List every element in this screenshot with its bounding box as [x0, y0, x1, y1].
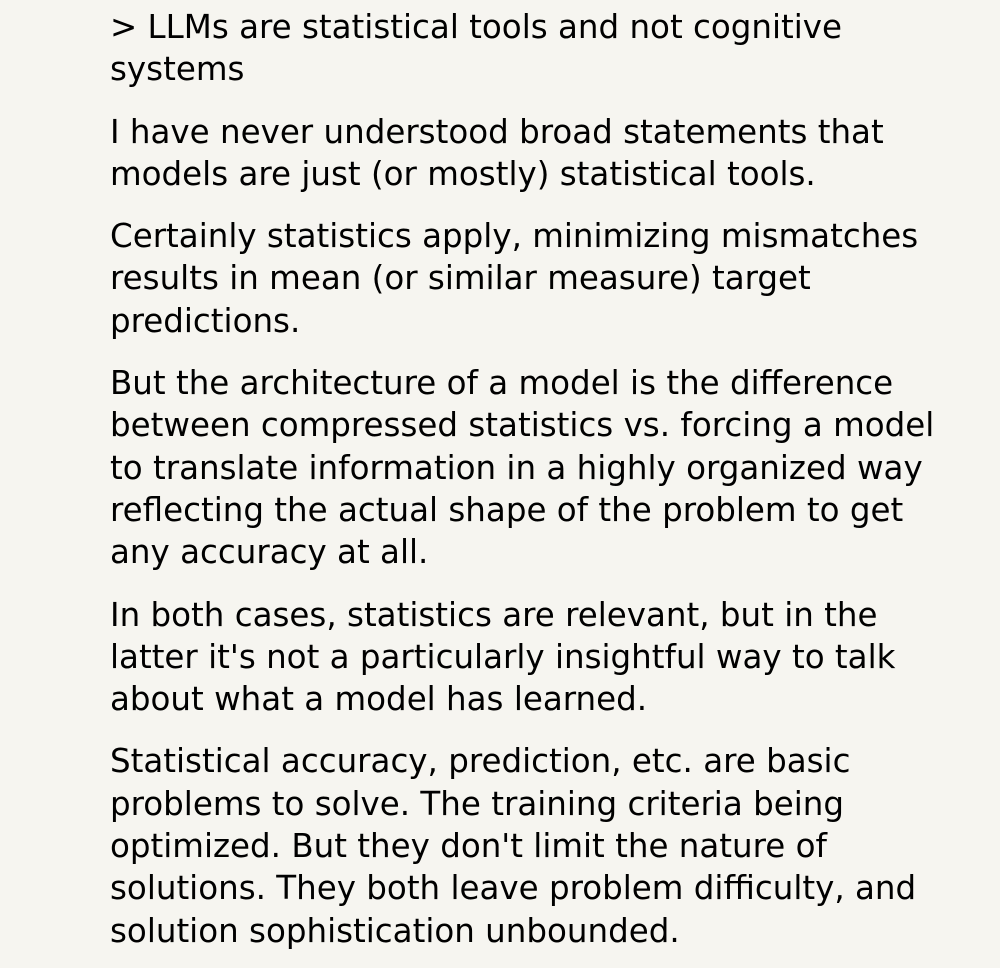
- quoted-text: > LLMs are statistical tools and not cognitive systems: [110, 8, 843, 89]
- comment-paragraph: Certainly statistics apply, minimizing mismatches results in mean (or similar measure) target predictions.: [110, 217, 919, 340]
- comment-paragraph: Statistical accuracy, prediction, etc. are basic problems to solve. The training criteria being optimized. But they don't limit the nature of solutions. They both leave problem difficulty, and solution sophistication unbounded.: [110, 742, 917, 950]
- comment-paragraph: But the architecture of a model is the difference between compressed statistics vs. forcing a model to translate information in a highly organized way reflecting the actual shape of the problem to get any accuracy at all.: [110, 364, 935, 572]
- comment-paragraph: I have never understood broad statements that models are just (or mostly) statistical tools.: [110, 112, 884, 193]
- comment-paragraph: In both cases, statistics are relevant, but in the latter it's not a particularly insightful way to talk about what a model has learned.: [110, 595, 896, 719]
- comment-body: [110, 6, 970, 952]
